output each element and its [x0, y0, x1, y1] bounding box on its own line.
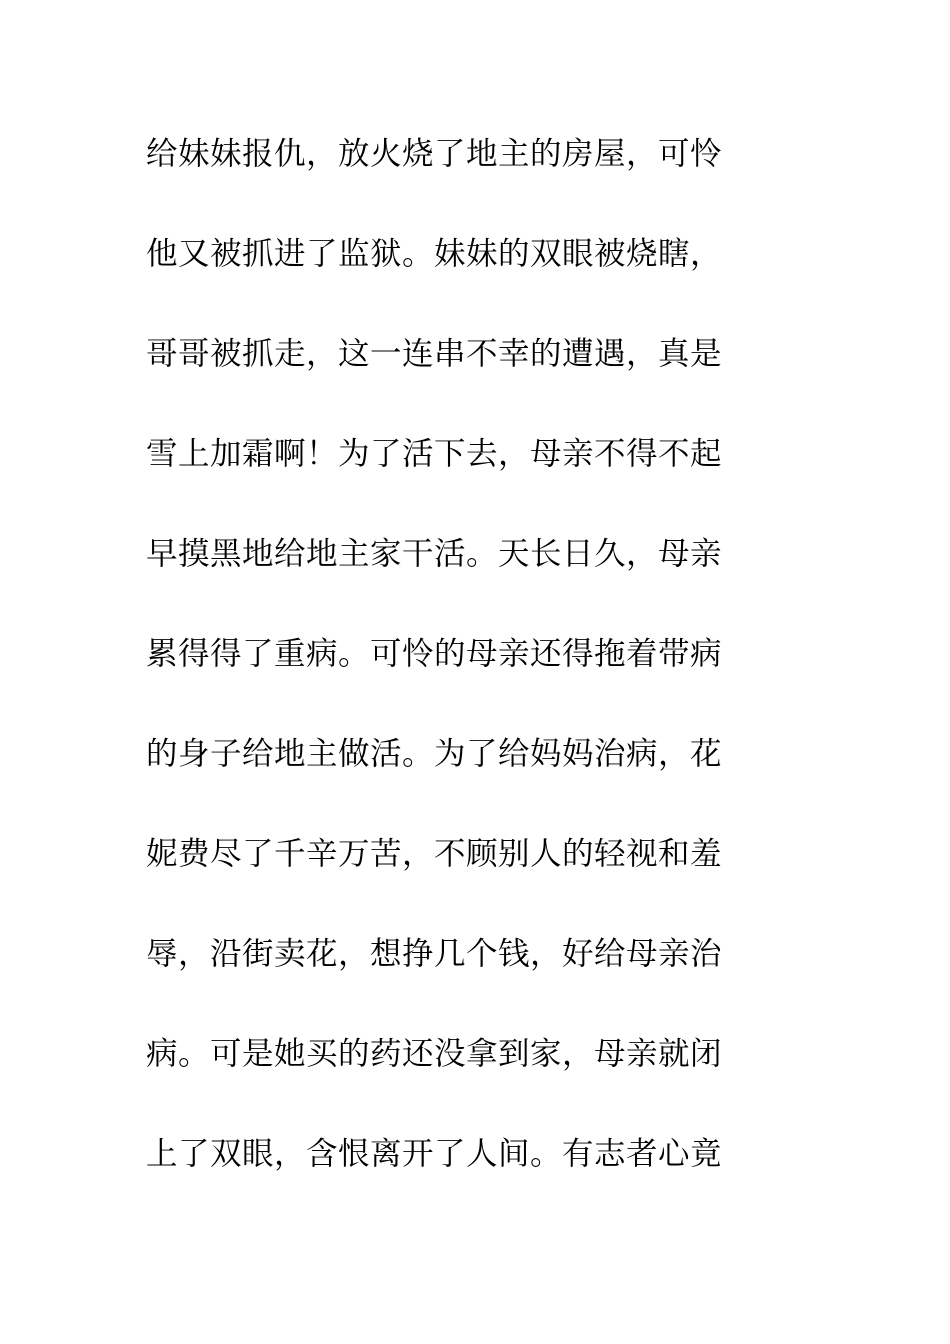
text-line: 累得得了重病。可怜的母亲还得拖着带病	[146, 636, 723, 672]
text-line: 妮费尽了千辛万苦，不顾别人的轻视和羞	[146, 836, 723, 872]
text-line: 病。可是她买的药还没拿到家，母亲就闭	[146, 1036, 723, 1072]
text-line: 他又被抓进了监狱。妹妹的双眼被烧瞎，	[146, 236, 723, 272]
text-line: 上了双眼，含恨离开了人间。有志者心竟	[146, 1136, 723, 1172]
text-line: 辱，沿街卖花，想挣几个钱，好给母亲治	[146, 936, 723, 972]
body-text	[146, 122, 786, 1222]
text-line: 早摸黑地给地主家干活。天长日久，母亲	[146, 536, 723, 572]
text-line: 给妹妹报仇，放火烧了地主的房屋，可怜	[146, 136, 723, 172]
text-line: 雪上加霜啊！为了活下去，母亲不得不起	[146, 436, 723, 472]
text-line: 哥哥被抓走，这一连串不幸的遭遇，真是	[146, 336, 723, 372]
text-line: 的身子给地主做活。为了给妈妈治病，花	[146, 736, 723, 772]
